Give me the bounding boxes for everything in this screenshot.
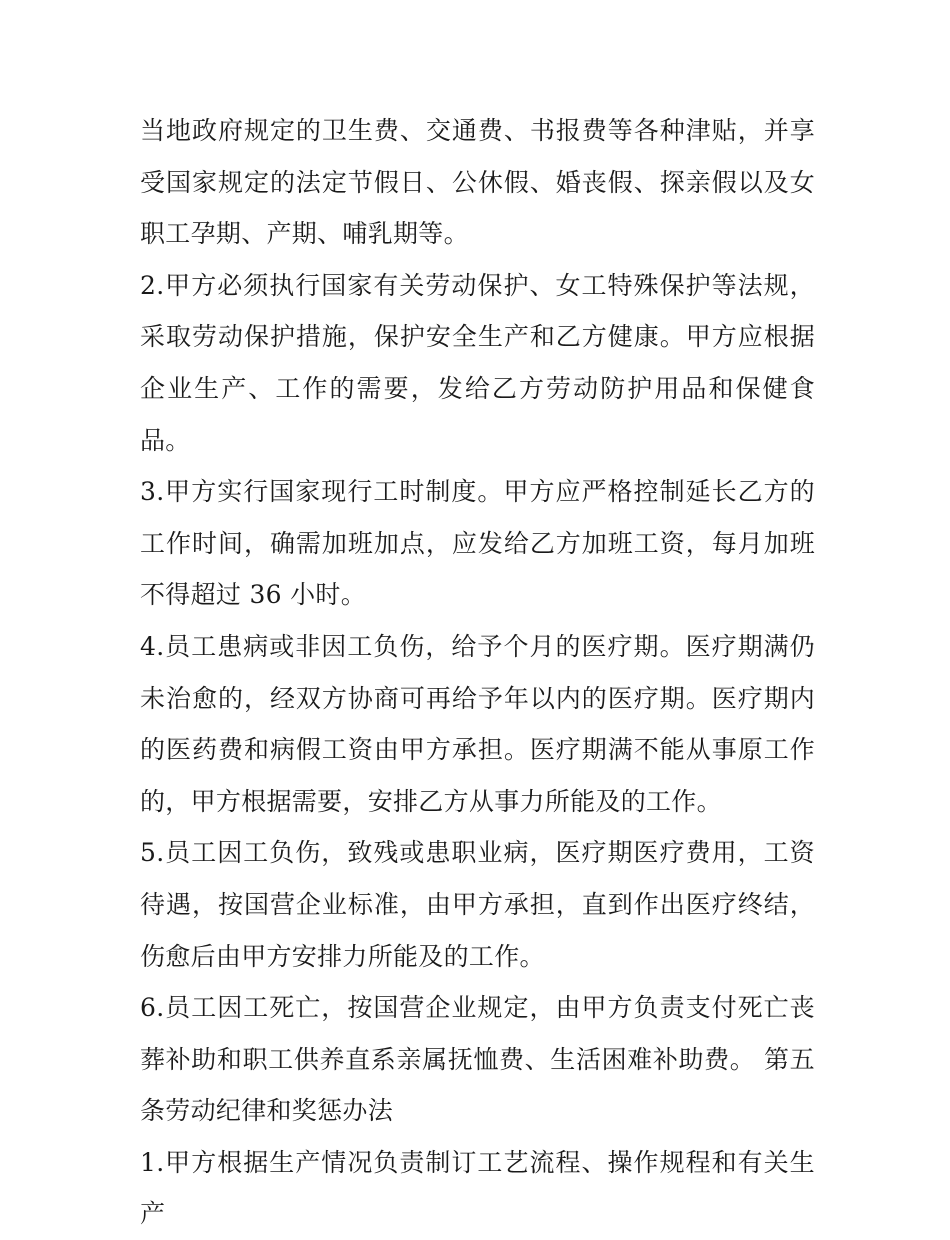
paragraph-discipline-rules: 1.甲方根据生产情况负责制订工艺流程、操作规程和有关生产	[140, 1147, 815, 1229]
paragraph-work-injury: 5.员工因工负伤，致残或患职业病，医疗期医疗费用，工资待遇，按国营企业标准，由甲方承担，直到作出医疗终结，伤愈后由甲方安排力所能及的工作。	[140, 838, 815, 971]
paragraph-working-hours: 3.甲方实行国家现行工时制度。甲方应严格控制延长乙方的工作时间，确需加班加点，应发给乙方加班工资，每月加班不得超过 36 小时。	[140, 477, 815, 610]
paragraph-sick-leave: 4.员工患病或非因工负伤，给予个月的医疗期。医疗期满仍未治愈的，经双方协商可再给予年以内的医疗期。医疗期内的医药费和病假工资由甲方承担。医疗期满不能从事原工作的，甲方根据需要，安排乙方从事力所能及的工作。	[140, 631, 815, 816]
paragraph-labor-protection: 2.甲方必须执行国家有关劳动保护、女工特殊保护等法规，采取劳动保护措施，保护安全生产和乙方健康。甲方应根据企业生产、工作的需要，发给乙方劳动防护用品和保健食品。	[140, 270, 815, 455]
document-body	[140, 105, 815, 1240]
paragraph-allowances-holidays: 当地政府规定的卫生费、交通费、书报费等各种津贴，并享受国家规定的法定节假日、公休假、婚丧假、探亲假以及女职工孕期、产期、哺乳期等。	[140, 116, 815, 249]
paragraph-work-death: 6.员工因工死亡，按国营企业规定，由甲方负责支付死亡丧葬补助和职工供养直系亲属抚恤费、生活困难补助费。 第五条劳动纪律和奖惩办法	[140, 993, 815, 1126]
